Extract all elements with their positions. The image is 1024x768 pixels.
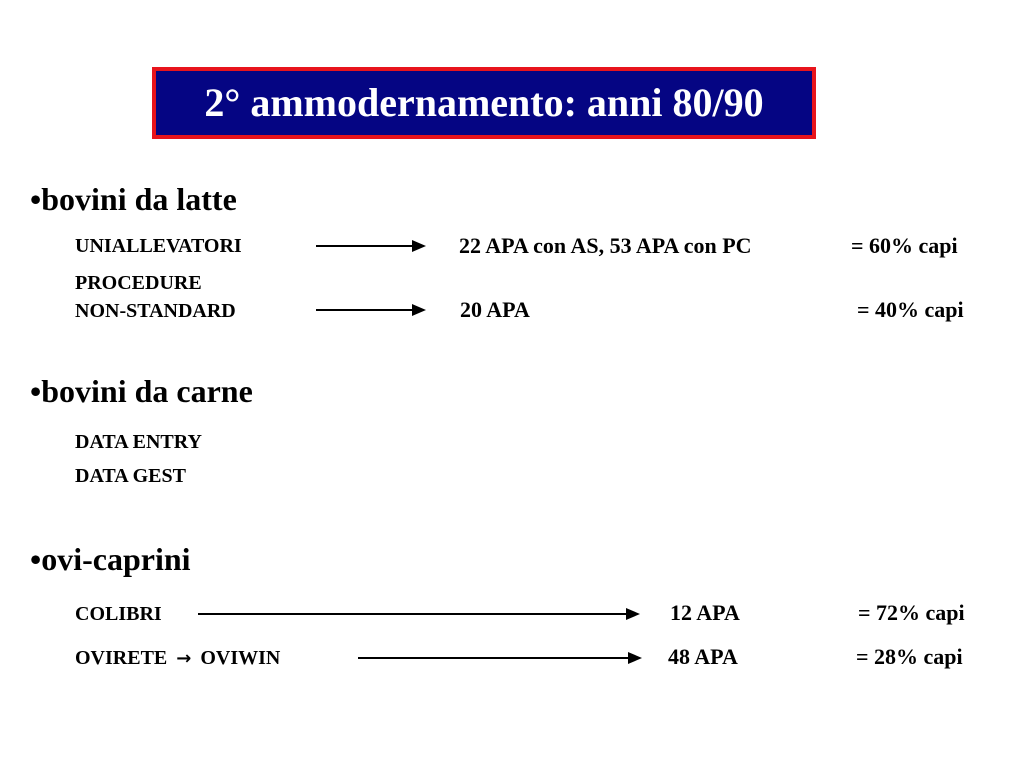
section-heading-bovini-carne <box>30 375 253 407</box>
label-ovirete <box>75 648 280 668</box>
arrow-right-icon <box>316 302 426 318</box>
share-uniallevatori: = 60% capi <box>851 233 958 258</box>
heading-text: ovi-caprini <box>41 541 191 577</box>
arrow-right-icon: → <box>176 648 192 669</box>
section-heading-bovini-latte <box>30 183 237 215</box>
share-ovirete: = 28% capi <box>856 644 963 669</box>
value-ovirete: 48 APA <box>668 644 738 669</box>
arrow-right-icon <box>198 606 640 622</box>
section-heading-ovi-caprini <box>30 543 191 575</box>
arrow-right-icon <box>316 238 426 254</box>
heading-text: bovini da latte <box>41 181 237 217</box>
bullet: • <box>30 181 42 217</box>
label-non-standard: NON-STANDARD <box>75 300 236 322</box>
heading-text: bovini da carne <box>41 373 253 409</box>
item-data-entry: DATA ENTRY <box>75 431 202 453</box>
value-procedure: 20 APA <box>460 297 530 322</box>
share-colibri: = 72% capi <box>858 600 965 625</box>
value-colibri: 12 APA <box>670 600 740 625</box>
label-colibri: COLIBRI <box>75 603 162 625</box>
bullet: • <box>30 373 42 409</box>
label-uniallevatori: UNIALLEVATORI <box>75 235 242 257</box>
title-box <box>152 67 816 139</box>
label-procedure: PROCEDURE <box>75 272 202 294</box>
label-oviwin-text: OVIWIN <box>200 647 281 669</box>
arrow-right-icon <box>358 650 642 666</box>
value-uniallevatori: 22 APA con AS, 53 APA con PC <box>459 233 752 258</box>
item-data-gest: DATA GEST <box>75 465 186 487</box>
label-ovirete-text: OVIRETE <box>75 647 168 669</box>
bullet: • <box>30 541 42 577</box>
share-procedure: = 40% capi <box>857 297 964 322</box>
slide-title: 2° ammodernamento: anni 80/90 <box>204 80 764 125</box>
